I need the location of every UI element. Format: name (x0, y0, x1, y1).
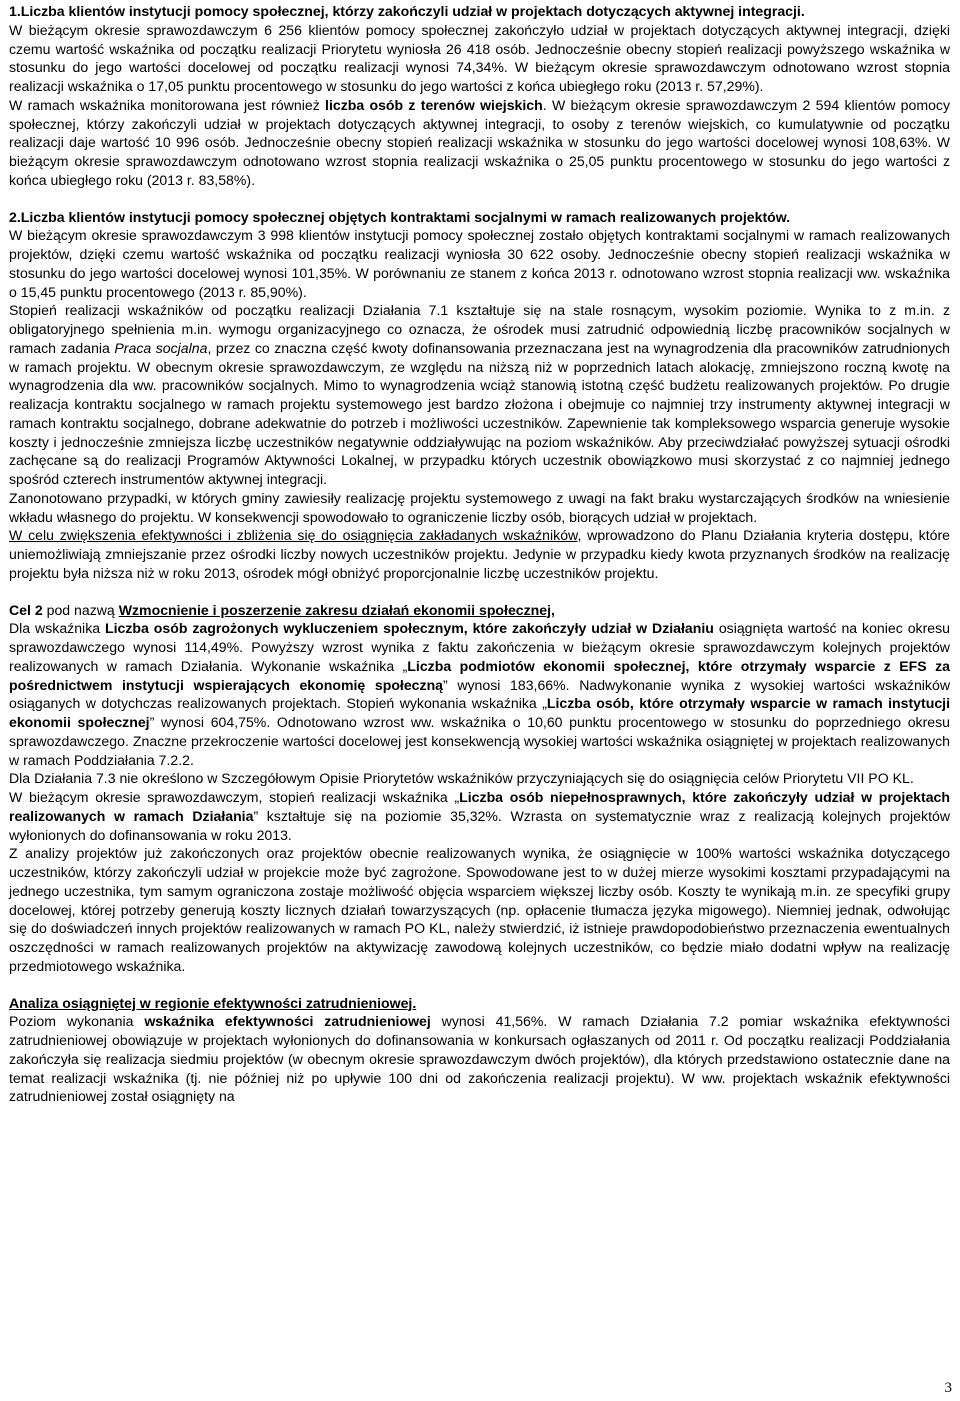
cel2-paragraph-4: Z analizy projektów już zakończonych oraz projektów obecnie realizowanych wynika, że osiągnięcie w 100% wartości wskaźnika dotyczącego uczestników, którzy zakończyli udział w projekcie może być zagrożone. Spowodowane jest to w dużej mierze wysokimi kosztami przypadającymi na jednego uczestnika, tym samym ograniczona zostaje możliwość objęcia wsparciem większej liczby osób. Koszty te wynikają m.in. ze specyfiki grupy docelowej, której potrzeby generują koszty licznych działań towarzyszących (np. opłacenie tłumacza języka migowego). Niemniej jednak, odwołując się do doświadczeń innych projektów realizowanych w ramach PO KL, należy stwierdzić, iż istnieje prawdopodobieństwo przeznaczenia ewentualnych oszczędności w ramach realizowanych projektów na aktywizację zawodową kolejnych uczestników, co będzie miało dodatni wpływ na realizację przedmiotowego wskaźnika. (9, 845, 950, 974)
indicator-name: Liczba podmiotów ekonomii społecznej, które otrzymały wsparcie z EFS za pośrednictwem instytucji wspierających ekonomię społeczną (9, 657, 950, 693)
section2-paragraph-4 (9, 526, 950, 582)
text-run: W ramach wskaźnika monitorowana jest również (9, 96, 326, 113)
indicator-name: Liczba osób, które otrzymały wsparcie w ramach instytucji ekonomii społecznej (9, 695, 950, 730)
text-run: pod nazwą (42, 601, 119, 618)
section2-paragraph-1: W bieżącym okresie sprawozdawczym 3 998 klientów instytucji pomocy społecznej zostało objętych kontraktami socjalnymi w ramach realizowanych projektów, dzięki czemu wartość wskaźnika od początku realizacji wyniosła 30 622 osoby. Jednocześnie obecny stopień realizacji wskaźnika w stosunku do jego wartości docelowej wynosi 101,35%. W porównaniu ze stanem z końca 2013 r. odnotowano wzrost stopnia realizacji ww. wskaźnika o 15,45 punktu procentowego (2013 r. 85,90%). (9, 227, 950, 300)
section2-paragraph-2 (9, 301, 950, 489)
text-run: ” wynosi 604,75%. Odnotowano wzrost ww. wskaźnika o 10,60 punktu procentowego w stosunku do poprzedniego okresu sprawozdawczego. Znaczne przekroczenie wartości docelowej jest konsekwencją wysokiej wartości wskaźnika osiągniętej w projektach realizowanych w ramach Poddziałania 7.2.2. (9, 714, 950, 768)
text-run: osiągnięta wartość na koniec okresu sprawozdawczego wynosi 114,49%. Powyższy wzrost wynika z faktu zakończenia w bieżącym okresie sprawozdawczym kolejnych projektów realizowanych w ramach Działania. Wykonanie wskaźnika „ (9, 620, 951, 674)
analysis-heading: Analiza osiągniętej w regionie efektywności zatrudnieniowej. (9, 994, 417, 1011)
cel2-paragraph-3 (9, 788, 950, 844)
section2-heading: 2.Liczba klientów instytucji pomocy społecznej objętych kontraktami socjalnymi w ramach realizowanych projektów. (9, 208, 791, 225)
text-run: ” kształtuje się na poziomie 35,32%. Wzrasta on systematycznie wraz z realizacją kolejnych projektów wyłonionych do dofinansowania w roku 2013. (9, 807, 950, 843)
indicator-name: Liczba osób niepełnosprawnych, które zakończyły udział w projektach realizowanych w ramach Działania (9, 789, 950, 824)
cel2-name: Wzmocnienie i poszerzenie zakresu działań ekonomii społecznej, (118, 601, 555, 618)
section1-paragraph-2 (9, 96, 950, 190)
rural-indicator-name: liczba osób z terenów wiejskich (325, 96, 543, 113)
cel2-heading (9, 601, 950, 620)
text-run: Stopień realizacji wskaźników od początku realizacji Działania 7.1 kształtuje się na stale rosnącym, wysokim poziomie. Wynika to z m.in. z obligatoryjnego spełnienia m.in. wymogu organizacyjnego co oznacza, że ośrodek musi zatrudnić odpowiednią liczbę pracowników socjalnych w ramach zadania (9, 302, 950, 356)
cel2-label: Cel 2 (9, 601, 43, 618)
section1-paragraph-1: W bieżącym okresie sprawozdawczym 6 256 klientów pomocy społecznej zakończyło udział w projektach dotyczących aktywnej integracji, dzięki czemu wartość wskaźnika od początku realizacji Priorytetu wyniosła 26 418 osób. Jednocześnie obecny stopień realizacji powyższego wskaźnika w stosunku do jego wartości docelowej od początku realizacji wynosi 74,34%. W bieżącym okresie sprawozdawczym odnotowano wzrost stopnia realizacji wskaźnika o 17,05 punktu procentowego w stosunku do jego wartości z końca ubiegłego roku (2013 r. 57,29%). (9, 21, 950, 94)
cel2-paragraph-2: Dla Działania 7.3 nie określono w Szczegółowym Opisie Priorytetów wskaźników przyczyniających się do osiągnięcia celów Priorytetu VII PO KL. (9, 770, 914, 787)
spacer (9, 583, 950, 601)
section2-paragraph-3: Zanonotowano przypadki, w których gminy zawiesiły realizację projektu systemowego z uwagi na fakt braku wystarczających środków na wniesienie wkładu własnego do projektu. W konsekwencji spowodowało to ograniczenie liczby osób, biorących udział w projektach. (9, 489, 950, 525)
text-run: Dla wskaźnika (9, 620, 105, 637)
text-run: Poziom wykonania (9, 1013, 145, 1030)
italic-term: Praca socjalna (114, 339, 208, 356)
indicator-name: wskaźnika efektywności zatrudnieniowej (144, 1013, 431, 1030)
section1-heading: 1.Liczba klientów instytucji pomocy społecznej, którzy zakończyli udział w projektach dotyczących aktywnej integracji. (9, 3, 805, 19)
spacer (9, 976, 950, 994)
cel2-paragraph-1 (9, 619, 950, 769)
page-number: 3 (944, 1380, 952, 1396)
text-run: , przez co znaczna część kwoty dofinansowania przeznaczana jest na wynagrodzenia dla pracowników zatrudnionych w ramach projektu. W obecnym okresie sprawozdawczym, ze względu na niższą niż w poprzednich latach alokację, zmniejszono roczną kwotę na wynagrodzenia dla ww. pracowników socjalnych. Mimo to wynagrodzenia wciąż stanowią istotną część budżetu realizowanych projektów. Po drugie realizacja kontraktu socjalnego w ramach projektu systemowego jest bardzo złożona i obejmuje co najmniej trzy instrumenty aktywnej integracji w ramach kontraktu socjalnego, dobrane adekwatnie do potrzeb i możliwości uczestników. Zapewnienie tak kompleksowego wsparcia generuje wysokie koszty i jednocześnie zmniejsza liczbę uczestników negatywnie oddziaływując na poziom wskaźników. Aby przeciwdziałać powyższej sytuacji ośrodki zachęcane są do realizacji Programów Aktywności Lokalnej, w przypadku których uczestnik obowiązkowo musi skorzystać z co najmniej jednego spośród czterech instrumentów aktywnej integracji. (9, 339, 950, 487)
indicator-name: Liczba osób zagrożonych wykluczeniem społecznym, które zakończyły udział w Działaniu (105, 620, 714, 637)
document-page (9, 2, 950, 1106)
analysis-paragraph-1 (9, 1012, 950, 1106)
text-run: ” wynosi 183,66%. Nadwykonanie wynika z wysokiej wartości wskaźników osiąganych w dotychczas realizowanych projektach. Stopień wykonania wskaźnika „ (9, 676, 950, 712)
spacer (9, 190, 950, 208)
text-run: , wprowadzono do Planu Działania kryteria dostępu, które uniemożliwiają zmniejszanie przez ośrodki liczby nowych uczestników projektu. Jedynie w przypadku kiedy kwota przyznanych środków na realizację projektu była niższa niż w roku 2013, ośrodek mógł obniżyć proporcjonalnie liczbę uczestników projektu. (9, 527, 951, 581)
text-run: W bieżącym okresie sprawozdawczym, stopień realizacji wskaźnika „ (9, 789, 460, 805)
text-run: wynosi 41,56%. W ramach Działania 7.2 pomiar wskaźnika efektywności zatrudnieniowej obowiązuje w projektach wyłonionych do dofinansowania w konkursach ogłaszanych od 2011 r. Od początku realizacji Poddziałania zakończyła się realizacja siedmiu projektów (w obecnym okresie sprawozdawczym dwóch projektów), dla których przedstawiono ostatecznie dane na temat realizacji wskaźnika (tj. nie później niż po upływie 100 dni od zakończenia realizacji projektu). W ww. projektach wskaźnik efektywności zatrudnieniowej został osiągnięty na (9, 1013, 951, 1105)
underlined-phrase: W celu zwiększenia efektywności i zbliżenia się do osiągnięcia zakładanych wskaźników (9, 527, 578, 544)
text-run: . W bieżącym okresie sprawozdawczym 2 594 klientów pomocy społecznej, którzy zakończyli udział w projektach dotyczących aktywnej integracji, to osoby z terenów wiejskich, co kumulatywnie od początku realizacji daje wartość 10 996 osób. Jednocześnie obecny stopień realizacji wskaźnika w stosunku do jego wartości docelowej wynosi 108,63%. W bieżącym okresie sprawozdawczym odnotowano wzrost stopnia realizacji wskaźnika o 25,05 punktu procentowego w stosunku do jego wartości z końca ubiegłego roku (2013 r. 83,58%). (9, 96, 951, 188)
